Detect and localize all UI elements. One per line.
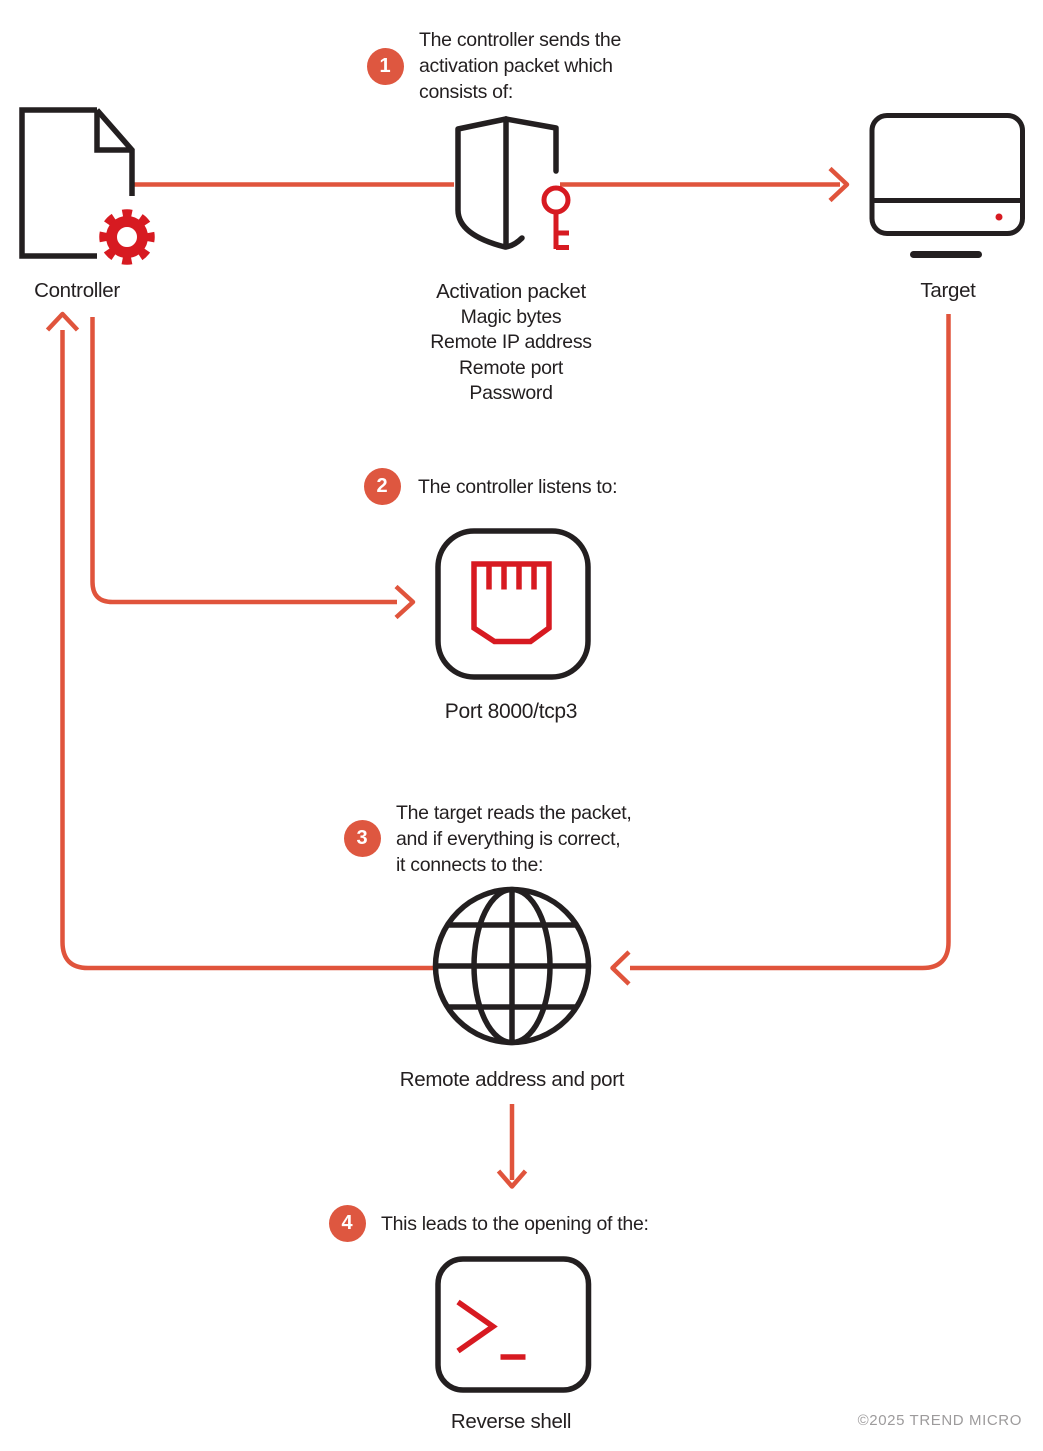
step-3-text [396, 800, 632, 878]
step-1-line: The controller sends the [419, 29, 621, 51]
step-4-line: This leads to the opening of the: [381, 1213, 649, 1235]
shield-key-icon [449, 112, 579, 257]
arrowhead-port-icon [396, 587, 413, 618]
controller-label: Controller [34, 279, 120, 302]
globe-icon [430, 884, 594, 1048]
target-label: Target [920, 279, 976, 302]
arrow-globe-to-controller [63, 330, 435, 968]
step-3-line: The target reads the packet, [396, 802, 632, 824]
step-4-badge: 4 [329, 1205, 366, 1242]
monitor-icon [866, 110, 1028, 262]
copyright-text: ©2025 TREND MICRO [857, 1412, 1022, 1429]
shell-prompt-icon [458, 1302, 526, 1357]
step-3-badge: 3 [344, 820, 381, 857]
monitor-power-dot [996, 214, 1003, 221]
step-3-line: and if everything is correct, [396, 828, 621, 850]
gear-icon [103, 213, 151, 261]
remote-endpoint-label: Remote address and port [399, 1068, 625, 1091]
step-2-badge: 2 [364, 468, 401, 505]
arrowhead-left-icon [613, 952, 630, 984]
shield-icon [458, 119, 556, 247]
activation-packet-label: Activation packet [436, 280, 586, 303]
arrowhead-up-icon [48, 314, 78, 330]
packet-content-line: Remote IP address [430, 331, 592, 353]
arrow-controller-to-port [93, 317, 398, 602]
step-4-text [381, 1211, 649, 1237]
step-2-line: The controller listens to: [418, 476, 618, 498]
reverse-shell-label: Reverse shell [450, 1410, 572, 1433]
ethernet-port-icon [432, 525, 593, 683]
step-1-line: consists of: [419, 81, 513, 103]
terminal-icon [432, 1253, 594, 1396]
rj45-jack-icon [474, 564, 549, 642]
packet-content-line: Remote port [459, 356, 563, 379]
packet-content-line: Magic bytes [460, 305, 562, 328]
key-icon [544, 188, 569, 249]
step-1-text [419, 27, 621, 105]
arrow-target-to-globe [630, 314, 949, 968]
step-1-line: activation packet which [419, 55, 613, 77]
step-3-line: it connects to the: [396, 854, 544, 876]
step-2-text [418, 474, 617, 500]
packet-content-line: Password [469, 382, 553, 404]
document-gear-icon [14, 103, 164, 268]
listen-port-label: Port 8000/tcp3 [444, 700, 578, 723]
step-1-badge: 1 [367, 48, 404, 85]
activation-packet-block [381, 279, 641, 407]
